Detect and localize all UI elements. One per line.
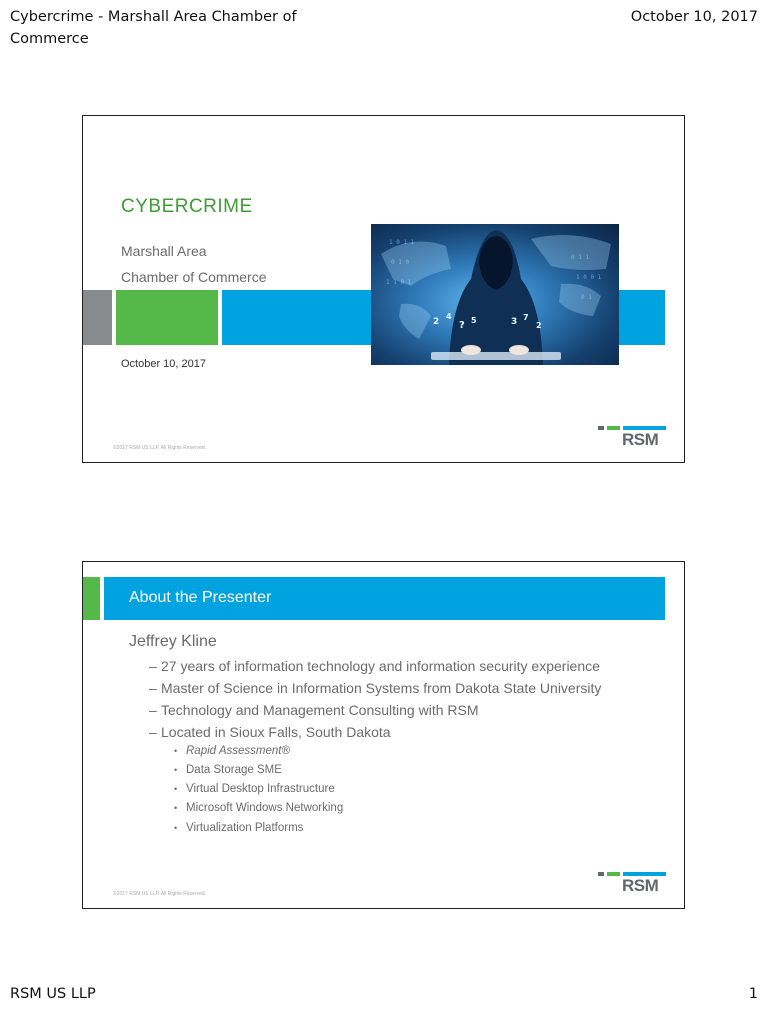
slide-2	[82, 561, 685, 909]
page-header-date: October 10, 2017	[630, 9, 758, 25]
svg-text:5: 5	[471, 316, 477, 325]
svg-text:1 0 1 1: 1 0 1 1	[389, 239, 415, 246]
gray-accent-bar	[83, 290, 112, 345]
footer-company: RSM US LLP	[10, 986, 96, 1002]
svg-text:1 0 0 1: 1 0 0 1	[576, 274, 602, 281]
hacker-illustration	[371, 224, 619, 365]
slide-subtitle-line1: Marshall Area	[121, 243, 207, 259]
sub-list-item: • Virtualization Platforms	[174, 822, 304, 834]
sub-list-item: • Rapid Assessment®	[174, 745, 290, 757]
slide-1	[82, 115, 685, 463]
svg-text:4: 4	[446, 312, 452, 321]
list-item: – Master of Science in Information Systems from Dakota State University	[149, 680, 602, 696]
sub-list-item: • Data Storage SME	[174, 764, 282, 776]
rsm-logo-text: RSM	[622, 430, 659, 449]
svg-text:0 1: 0 1	[581, 294, 592, 301]
page-number: 1	[748, 986, 758, 1002]
sub-list-item: • Virtual Desktop Infrastructure	[174, 783, 335, 795]
list-item: – Technology and Management Consulting with RSM	[149, 702, 479, 718]
copyright-text: ©2017 RSM US LLP. All Rights Reserved.	[113, 891, 207, 897]
hacker-image	[371, 224, 619, 365]
list-item: – Located in Sioux Falls, South Dakota	[149, 724, 391, 740]
slide-header-title: About the Presenter	[129, 589, 272, 606]
slide-title: CYBERCRIME	[121, 196, 253, 217]
svg-text:3: 3	[511, 317, 518, 327]
rsm-logo	[598, 426, 666, 450]
rsm-logo	[598, 872, 666, 896]
svg-text:2: 2	[536, 321, 542, 330]
green-accent-bar	[83, 577, 100, 620]
sub-list-item: • Microsoft Windows Networking	[174, 802, 344, 814]
slide-date: October 10, 2017	[121, 358, 207, 370]
green-accent-bar	[116, 290, 218, 345]
presenter-name: Jeffrey Kline	[129, 633, 217, 650]
svg-text:0 1 0: 0 1 0	[391, 259, 410, 266]
svg-text:7: 7	[523, 313, 529, 322]
list-item: – 27 years of information technology and information security experience	[149, 658, 600, 674]
svg-text:1 1 0 1: 1 1 0 1	[386, 279, 412, 286]
rsm-logo-text: RSM	[622, 876, 659, 895]
svg-text:?: ?	[459, 320, 465, 331]
page-header-title: Cybercrime - Marshall Area Chamber of Commerce	[10, 9, 297, 47]
slide-header-bar	[104, 577, 665, 620]
slide-subtitle-line2: Chamber of Commerce	[121, 269, 267, 285]
svg-text:2: 2	[433, 317, 440, 327]
svg-text:0 1 1: 0 1 1	[571, 254, 590, 261]
copyright-text: ©2017 RSM US LLP. All Rights Reserved.	[113, 445, 207, 451]
